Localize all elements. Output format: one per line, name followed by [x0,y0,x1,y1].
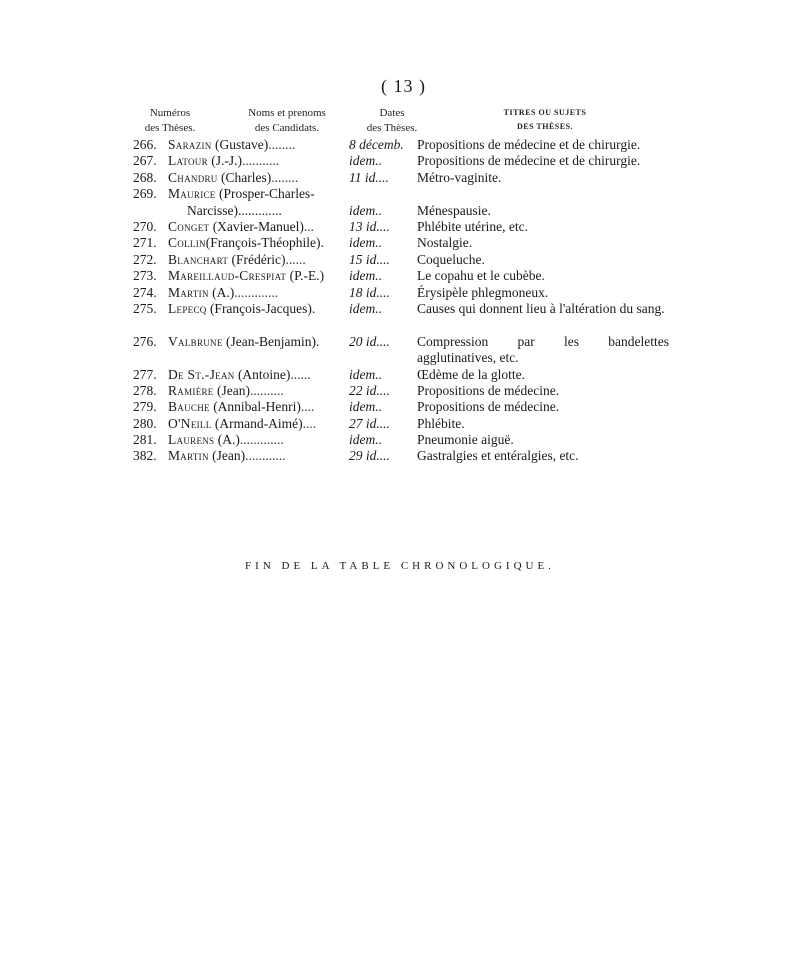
candidate-name [168,334,346,350]
thesis-date-text: idem.. [349,202,382,218]
end-of-table-note: FIN DE LA TABLE CHRONOLOGIQUE. [245,560,555,572]
thesis-table [0,137,800,465]
thesis-number: 268. [133,169,157,185]
candidate-surname: Laurens [168,432,215,448]
dot-leader: ............. [239,432,284,448]
thesis-date-text: idem.. [349,235,382,251]
candidate-surname: Sarazin [168,137,212,152]
thesis-title: Propositions de médecine. [417,382,560,398]
dot-leader: ... [303,218,314,234]
thesis-date [349,219,411,235]
thesis-date-text: 20 id.... [349,333,390,349]
thesis-date [349,432,411,448]
candidate-given-names: (Xavier-Manuel) [209,218,304,234]
dot-leader: ............. [234,284,279,300]
table-row [0,399,800,415]
candidate-given-names: (François-Théophile). [205,235,324,251]
header-dates [357,106,427,136]
candidate-name [168,252,346,268]
dot-leader: .... [300,399,315,415]
dot-leader: ...... [290,366,311,382]
thesis-title: Œdème de la glotte. [417,366,525,382]
thesis-title: Phlébite utérine, etc. [417,218,528,234]
thesis-title: Érysipèle phlegmoneux. [417,284,549,300]
thesis-title: Propositions de médecine. [417,399,560,415]
table-row [0,367,800,383]
table-row [0,334,800,367]
header-numbers-line1: Numéros [149,107,191,119]
header-names-line2: des Candidats. [254,122,320,134]
table-row [0,416,800,432]
candidate-name [168,153,346,169]
candidate-given-names: (Gustave) [211,137,269,152]
thesis-date [349,367,411,383]
candidate-surname: Latour [168,153,208,169]
table-row [0,137,800,153]
thesis-date [349,285,411,301]
thesis-date-text: 18 id.... [349,284,390,300]
header-titles-line1: TITRES OU SUJETS [503,108,587,117]
page-number: ( 13 ) [381,76,426,96]
candidate-surname: Chandru [168,169,218,185]
candidate-name [168,285,346,301]
thesis-date [349,448,411,464]
candidate-given-names: (Jean-Benjamin). [222,333,320,349]
thesis-number: 281. [133,432,157,448]
thesis-date [349,153,411,169]
candidate-surname: Collin [168,235,206,251]
thesis-number: 272. [133,251,157,267]
candidate-surname: O'Neill [168,415,212,431]
table-row [0,301,800,334]
thesis-number: 273. [133,268,157,284]
table-row [0,186,800,219]
header-names [222,106,352,136]
thesis-date-text: 11 id.... [349,169,389,185]
thesis-number: 280. [133,415,157,431]
candidate-name [168,432,346,448]
candidate-given-names: (Annibal-Henri) [209,399,301,415]
thesis-title: Propositions de médecine et de chirurgie. [417,153,641,169]
candidate-surname: Valbrune [168,333,223,349]
thesis-title: Le copahu et le cubèbe. [417,268,545,284]
candidate-given-names: (A.) [214,432,240,448]
thesis-date [349,399,411,415]
header-dates-line1: Dates [379,107,405,119]
candidate-name [168,367,346,383]
thesis-number: 270. [133,218,157,234]
thesis-number: 271. [133,235,157,251]
thesis-date [349,170,411,186]
thesis-number: 275. [133,300,157,316]
candidate-name [168,186,346,202]
thesis-date-text: idem.. [349,153,382,169]
table-row [0,268,800,284]
thesis-date-text: 15 id.... [349,251,390,267]
thesis-number: 279. [133,399,157,415]
candidate-surname: De St.-Jean [168,366,235,382]
candidate-surname: Ramière [168,382,214,398]
thesis-date [349,137,411,153]
table-row [0,235,800,251]
candidate-name [168,219,346,235]
header-dates-line2: des Thèses. [366,122,418,134]
header-numbers-line2: des Thèses. [144,122,196,134]
table-row [0,432,800,448]
header-titles-line2: DES THÈSES. [516,122,574,131]
candidate-name [168,137,346,153]
thesis-title: Ménespausie. [417,202,491,218]
table-row [0,252,800,268]
table-row [0,285,800,301]
thesis-title: Propositions de médecine et de chirurgie. [417,137,641,152]
thesis-title: Coqueluche. [417,251,485,267]
dot-leader: ...... [285,251,306,267]
thesis-date-text: idem.. [349,366,382,382]
candidate-surname: Conget [168,218,210,234]
thesis-date-text: idem.. [349,268,382,284]
table-row [0,219,800,235]
thesis-date-text: idem.. [349,300,382,316]
thesis-number: 278. [133,382,157,398]
thesis-date-text: idem.. [349,399,382,415]
thesis-date-text: 29 id.... [349,448,390,464]
thesis-number: 266. [133,137,157,152]
candidate-surname: Lepecq [168,300,207,316]
dot-leader: ........ [271,169,299,185]
thesis-date-text: 13 id.... [349,218,390,234]
thesis-title: Gastralgies et entéralgies, etc. [417,448,579,464]
thesis-date-text: idem.. [349,432,382,448]
thesis-number: 277. [133,366,157,382]
candidate-name [168,170,346,186]
candidate-surname: Martin [168,284,209,300]
candidate-name [168,235,346,251]
thesis-title: Métro-vaginite. [417,169,502,185]
thesis-date [349,416,411,432]
candidate-given-names: (François-Jacques). [206,300,316,316]
header-numbers [130,106,210,136]
thesis-date [349,252,411,268]
candidate-surname: Bauche [168,399,210,415]
dot-leader: ........... [242,153,280,169]
table-row [0,170,800,186]
thesis-title: Nostalgie. [417,235,473,251]
candidate-name [168,416,346,432]
candidate-given-names: (Antoine) [234,366,291,382]
header-titles [500,106,590,134]
candidate-name-continued [187,203,282,219]
dot-leader: ........ [268,137,296,152]
candidate-given-names: (Jean) [208,448,246,464]
thesis-date-text: 22 id.... [349,382,390,398]
candidate-name [168,399,346,415]
table-row [0,153,800,169]
candidate-given-names: (A.) [208,284,235,300]
table-row [0,448,800,464]
candidate-surname: Maurice [168,186,216,202]
candidate-given-names: (Frédéric) [228,251,286,267]
thesis-date-text: 8 décemb. [349,137,404,152]
candidate-name [168,448,346,464]
thesis-date-text: 27 id.... [349,415,390,431]
header-names-line1: Noms et prenoms [248,107,326,119]
candidate-surname: Martin [168,448,209,464]
candidate-given-names: (Jean) [213,382,250,398]
candidate-given-names: (J.-J.) [207,153,243,169]
candidate-surname: Mareillaud-Crespiat [168,268,287,284]
candidate-given-names: (Armand-Aimé) [211,415,303,431]
thesis-title: Compression par les bandelettes agglutinatives, etc. [417,333,669,366]
thesis-number: 382. [133,448,157,464]
dot-leader: .......... [249,382,284,398]
dot-leader: ............. [237,202,282,218]
thesis-number: 269. [133,186,157,202]
thesis-date [349,235,411,251]
thesis-title: Pneumonie aiguë. [417,432,514,448]
thesis-date [349,383,411,399]
candidate-surname: Blanchart [168,251,229,267]
thesis-number: 267. [133,153,157,169]
dot-leader: ............ [245,448,286,464]
thesis-number: 274. [133,284,157,300]
table-row [0,383,800,399]
candidate-given-names: (P.-E.) [286,268,325,284]
candidate-name-continuation: Narcisse) [187,202,238,218]
thesis-date [349,301,411,317]
candidate-name [168,383,346,399]
dot-leader: .... [302,415,317,431]
thesis-title: Phlébite. [417,415,465,431]
thesis-number: 276. [133,333,157,349]
thesis-date [349,334,411,350]
thesis-date [349,203,411,219]
candidate-given-names: (Prosper-Charles- [215,186,315,202]
candidate-given-names: (Charles) [217,169,272,185]
thesis-date [349,268,411,284]
thesis-title: Causes qui donnent lieu à l'altération du sang. [417,300,665,316]
candidate-name [168,268,346,284]
candidate-name [168,301,346,317]
